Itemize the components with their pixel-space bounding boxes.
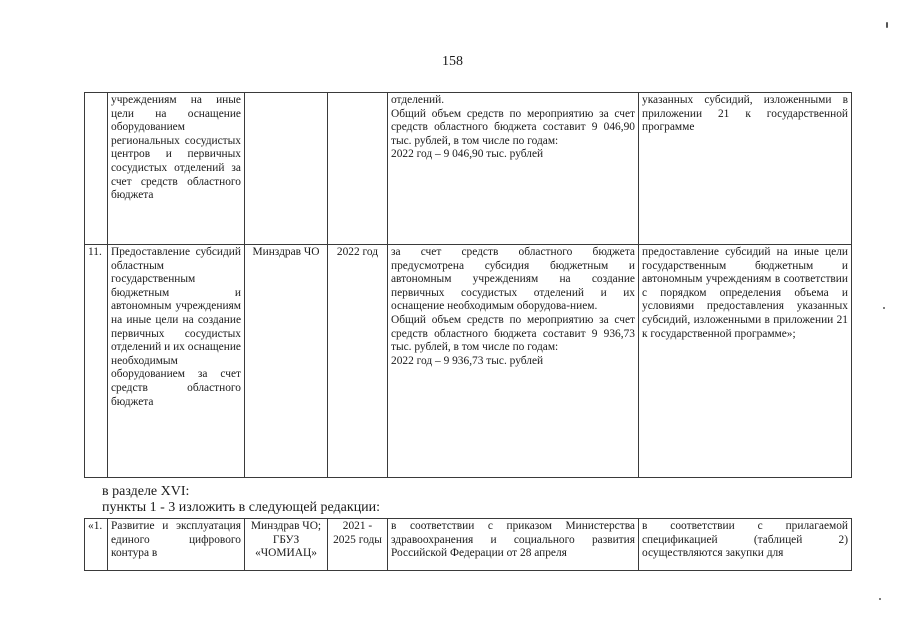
section-instruction: пункты 1 - 3 изложить в следующей редакции: — [102, 500, 381, 515]
measure-result: предоставление субсидий на иные цели государственным бюджетным и автономным учреждениям в соответствии с порядком определения объема и условиями предоставления указанных субсидий, изложенными в приложении 21 к государственной программе»; — [639, 245, 852, 478]
term: 2021 - 2025 годы — [328, 519, 388, 571]
term: 2022 год — [328, 245, 388, 478]
scan-speck — [883, 307, 885, 309]
term — [328, 93, 388, 245]
measure-name: учреждениям на иные цели на оснащение оборудованием региональных сосудистых центров и первичных сосудистых отделений за счет средств областного бюджета — [108, 93, 245, 245]
measures-table — [84, 92, 852, 478]
scan-speck — [879, 598, 881, 600]
executor — [245, 93, 328, 245]
table-row — [85, 519, 852, 571]
measure-result: указанных субсидий, изложенными в приложении 21 к государственной программе — [639, 93, 852, 245]
scan-speck — [886, 22, 888, 28]
measure-name: Предоставление субсидий областным государственным бюджетным и автономным учреждениям на иные цели на создание первичных сосудистых отделений и их оснащение необходимым оборудованием за счет средств областного бюджета — [108, 245, 245, 478]
measure-result: в соответствии с прилагаемой спецификацией (таблицей 2) осуществляются закупки для — [639, 519, 852, 571]
table-row — [85, 93, 852, 245]
table-row — [85, 245, 852, 478]
measure-content: в соответствии с приказом Министерства здравоохранения и социального развития Российской Федерации от 28 апреля — [388, 519, 639, 571]
row-number: 11. — [85, 245, 108, 478]
measure-content: отделений. Общий объем средств по мероприятию за счет средств областного бюджета составит 9 046,90 тыс. рублей, в том числе по годам: 2022 год – 9 046,90 тыс. рублей — [388, 93, 639, 245]
executor: Минздрав ЧО — [245, 245, 328, 478]
executor: Минздрав ЧО; ГБУЗ «ЧОМИАЦ» — [245, 519, 328, 571]
page-number: 158 — [442, 54, 463, 69]
measure-name: Развитие и эксплуатация единого цифрового контура в — [108, 519, 245, 571]
row-number: «1. — [85, 519, 108, 571]
measures-table-continued — [84, 518, 852, 571]
measure-content: за счет средств областного бюджета предусмотрена субсидия бюджетным и автономным учреждениям на создание первичных сосудистых отделений и их оснащение необходимым оборудова-нием. Общий объем средств по мероприятию за счет средств областного бюджета составит 9 936,73 тыс. рублей, в том числе по годам: 2022 год – 9 936,73 тыс. рублей — [388, 245, 639, 478]
row-number — [85, 93, 108, 245]
section-heading: в разделе XVI: — [102, 484, 190, 499]
